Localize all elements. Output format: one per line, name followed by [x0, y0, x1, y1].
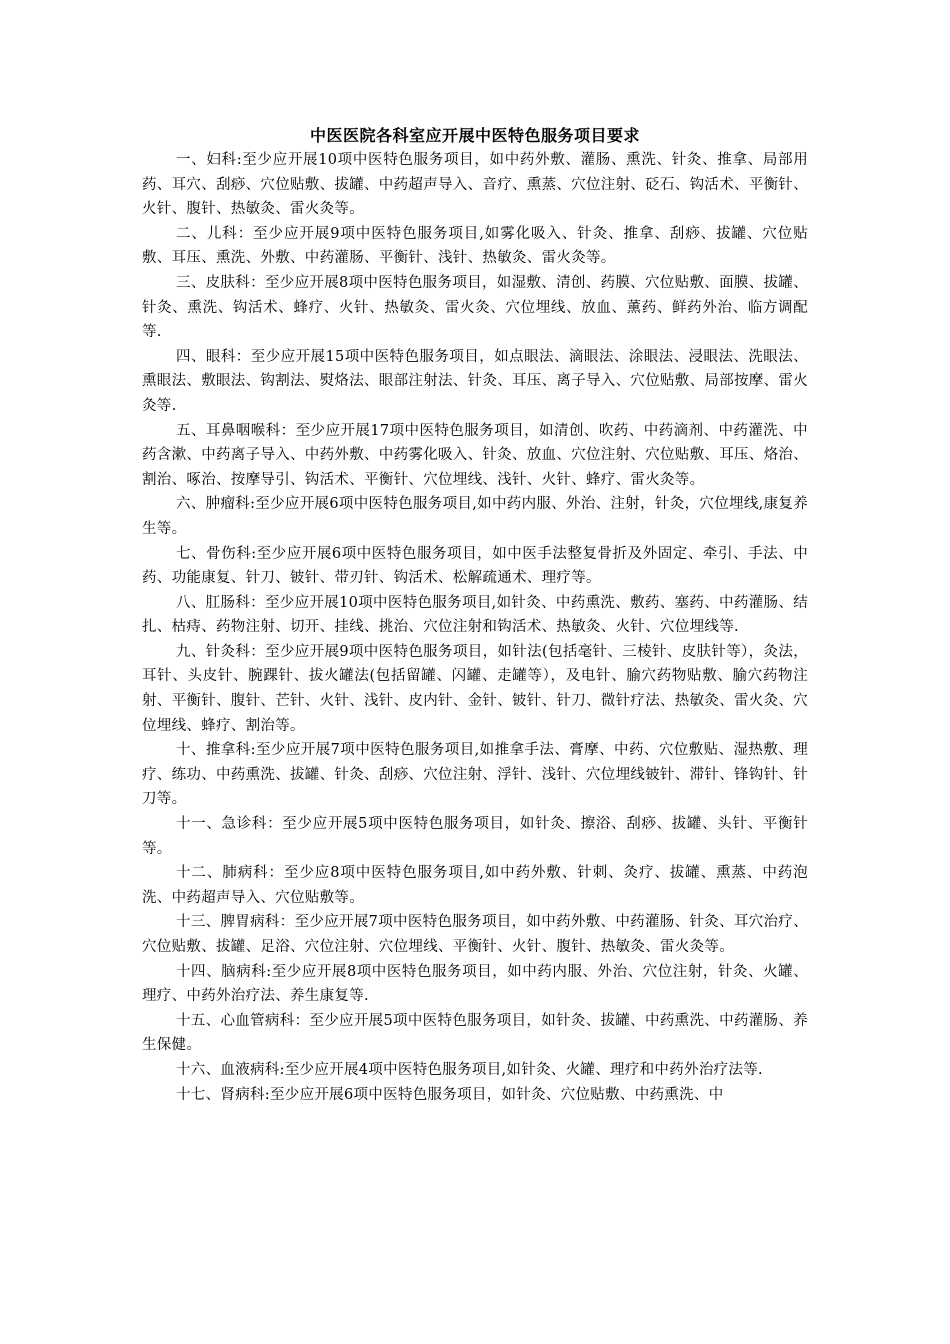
paragraph-cardiovascular: 十五、心血管病科：至少应开展5项中医特色服务项目，如针灸、拔罐、中药熏洗、中药灌肠、养生保健。	[142, 1012, 808, 1054]
paragraph-anorectal: 八、肛肠科：至少应开展10项中医特色服务项目,如针灸、中药熏洗、敷药、塞药、中药灌肠、结扎、枯痔、药物注射、切开、挂线、挑治、穴位注射和钩活术、热敏灸、火针、穴位埋线等.	[142, 594, 808, 636]
paragraph-ophthalmology: 四、眼科：至少应开展15项中医特色服务项目，如点眼法、滴眼法、涂眼法、浸眼法、洗眼法、熏眼法、敷眼法、钩割法、熨烙法、眼部注射法、针灸、耳压、离子导入、穴位贴敷、局部按摩、雷火灸等.	[142, 348, 808, 414]
paragraph-dermatology: 三、皮肤科：至少应开展8项中医特色服务项目，如湿敷、清创、药膜、穴位贴敷、面膜、拔罐、针灸、熏洗、钩活术、蜂疗、火针、热敏灸、雷火灸、穴位埋线、放血、薰药、鲜药外治、临方调配等.	[142, 274, 808, 341]
paragraph-hematology: 十六、血液病科:至少应开展4项中医特色服务项目,如针灸、火罐、理疗和中药外治疗法等.	[176, 1061, 763, 1078]
paragraph-emergency: 十一、急诊科：至少应开展5项中医特色服务项目，如针灸、擦浴、刮痧、拔罐、头针、平衡针等。	[142, 816, 808, 857]
document-page	[142, 124, 808, 1107]
paragraph-orthopedics: 七、骨伤科:至少应开展6项中医特色服务项目，如中医手法整复骨折及外固定、牵引、手法、中药、功能康复、针刀、铍针、带刃针、钩活术、松解疏通术、理疗等。	[142, 545, 808, 587]
paragraph-acupuncture: 九、针灸科：至少应开展9项中医特色服务项目，如针法(包括毫针、三棱针、皮肤针等），灸法，耳针、头皮针、腕踝针、拔火罐法(包括留罐、闪罐、走罐等），及电针、腧穴药物贴敷、腧穴药物注射、平衡针、腹针、芒针、火针、浅针、皮内针、金针、铍针、针刀、微针疗法、热敏灸、雷火灸、穴位埋线、蜂疗、割治等。	[142, 643, 808, 734]
paragraph-gynecology: 一、妇科:至少应开展10项中医特色服务项目，如中药外敷、灌肠、熏洗、针灸、推拿、局部用药、耳穴、刮痧、穴位贴敷、拔罐、中药超声导入、音疗、熏蒸、穴位注射、砭石、钩活术、平衡针、火针、腹针、热敏灸、雷火灸等。	[142, 152, 808, 218]
paragraph-gastroenterology: 十三、脾胃病科：至少应开展7项中医特色服务项目，如中药外敷、中药灌肠、针灸、耳穴治疗、穴位贴敷、拔罐、足浴、穴位注射、穴位埋线、平衡针、火针、腹针、热敏灸、雷火灸等。	[142, 914, 808, 955]
paragraph-oncology: 六、肿瘤科:至少应开展6项中医特色服务项目,如中药内服、外治、注射，针灸，穴位埋线,康复养生等。	[142, 496, 808, 537]
paragraph-nephrology: 十七、肾病科:至少应开展6项中医特色服务项目，如针灸、穴位贴敷、中药熏洗、中	[176, 1086, 724, 1103]
paragraph-ent: 五、耳鼻咽喉科：至少应开展17项中医特色服务项目，如清创、吹药、中药滴剂、中药灌洗、中药含漱、中药离子导入、中药外敷、中药雾化吸入、针灸、放血、穴位注射、穴位贴敷、耳压、烙治、割治、啄治、按摩导引、钩活术、平衡针、穴位埋线、浅针、火针、蜂疗、雷火灸等。	[142, 422, 808, 488]
document-title: 中医医院各科室应开展中医特色服务项目要求	[309, 126, 640, 145]
paragraph-neurology: 十四、脑病科:至少应开展8项中医特色服务项目，如中药内服、外治、穴位注射，针灸、火罐、理疗、中药外治疗法、养生康复等.	[142, 963, 808, 1005]
paragraph-pulmonary: 十二、肺病科：至少应8项中医特色服务项目,如中药外敷、针刺、灸疗、拔罐、熏蒸、中药泡洗、中药超声导入、穴位贴敷等。	[142, 865, 808, 906]
paragraph-pediatrics: 二、儿科：至少应开展9项中医特色服务项目,如雾化吸入、针灸、推拿、刮痧、拔罐、穴位贴敷、耳压、熏洗、外敷、中药灌肠、平衡针、浅针、热敏灸、雷火灸等。	[142, 225, 808, 267]
paragraph-tuina: 十、推拿科:至少应开展7项中医特色服务项目,如推拿手法、膏摩、中药、穴位敷贴、湿热敷、理疗、练功、中药熏洗、拔罐、针灸、刮痧、穴位注射、浮针、浅针、穴位埋线铍针、滞针、锋钩针、针刀等。	[142, 742, 808, 808]
